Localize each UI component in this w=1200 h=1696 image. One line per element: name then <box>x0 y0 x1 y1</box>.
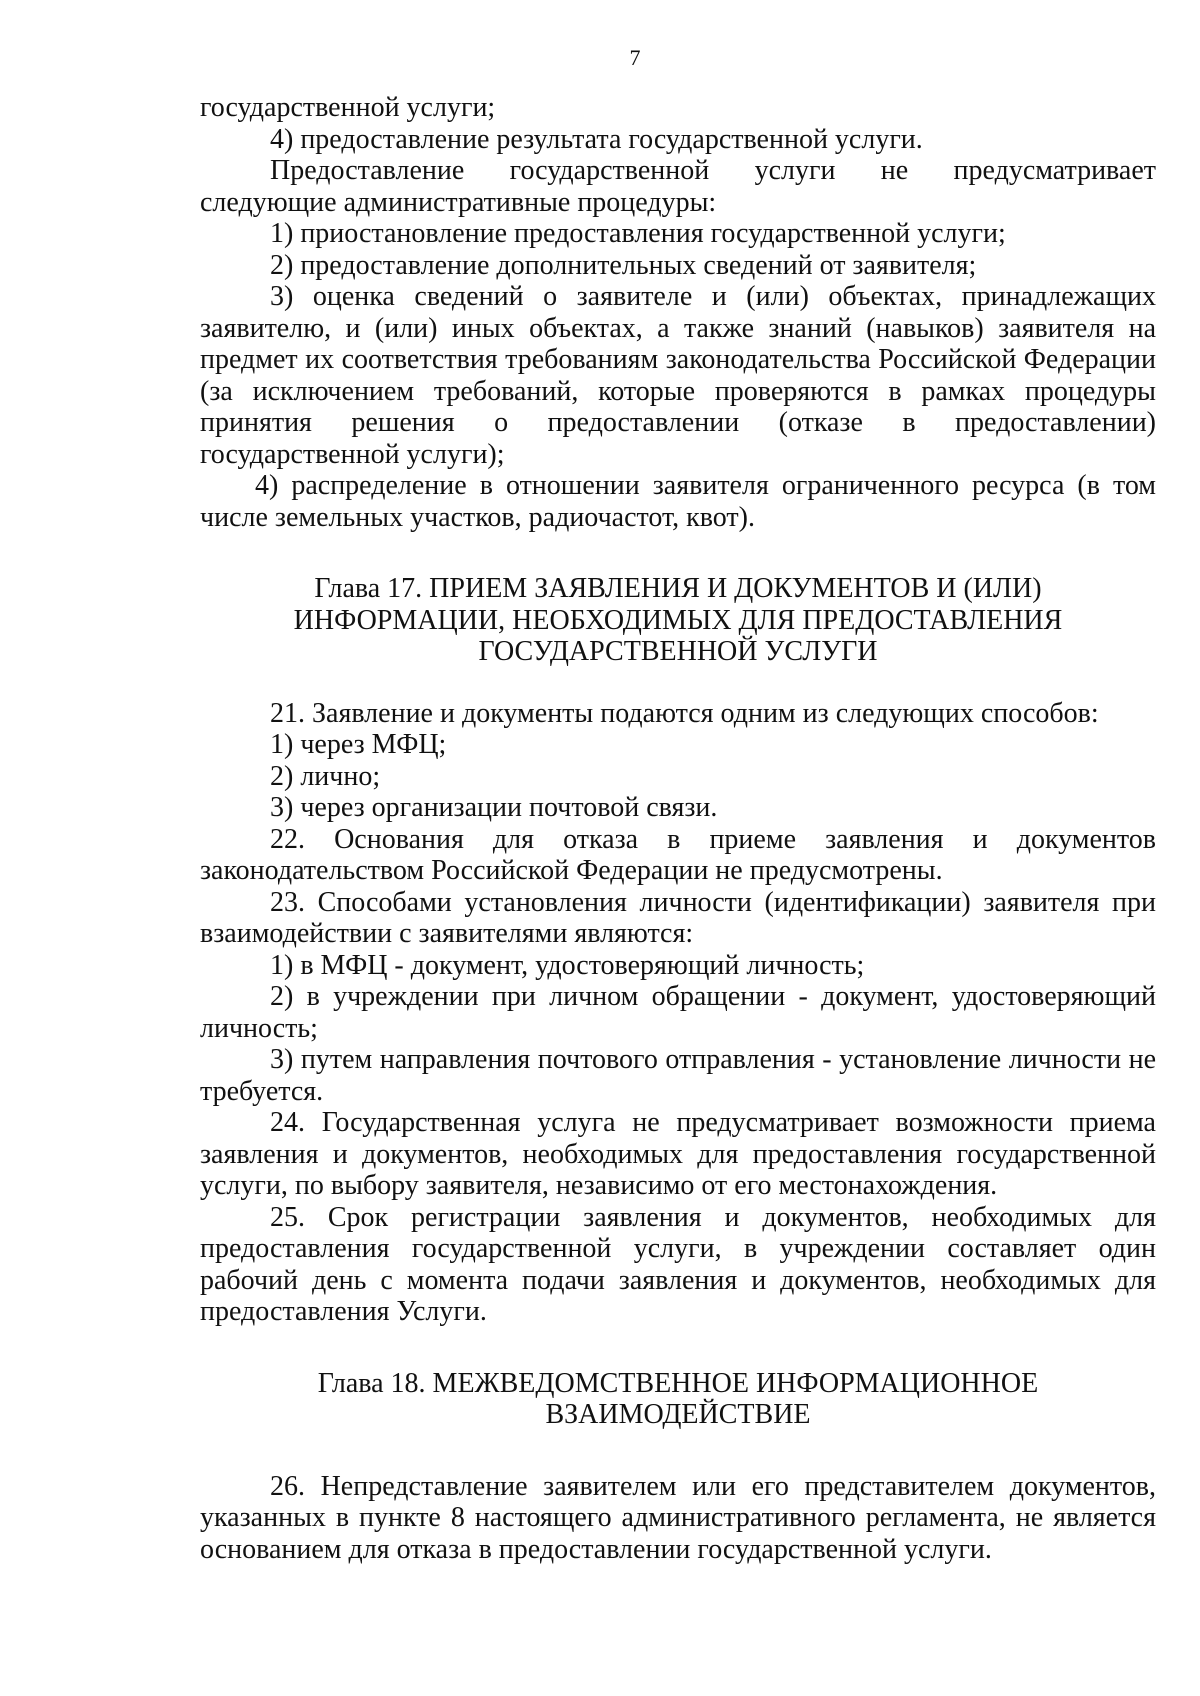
chapter-heading-line: ИНФОРМАЦИИ, НЕОБХОДИМЫХ ДЛЯ ПРЕДОСТАВЛЕНИЯ <box>293 604 1063 636</box>
paragraph-item: 2) предоставление дополнительных сведений от заявителя; <box>270 249 977 281</box>
paragraph-item: 2) лично; <box>270 760 381 792</box>
page-number: 7 <box>629 45 641 70</box>
chapter-heading-line: ВЗАИМОДЕЙСТВИЕ <box>545 1399 811 1430</box>
paragraph-item: 3) через организации почтовой связи. <box>270 792 718 823</box>
chapter-18-heading <box>200 1368 1156 1431</box>
paragraph-25: 25. Срок регистрации заявления и документов, необходимых для предоставления государственной услуги, в учреждении составляет один рабочий день с момента подачи заявления и документов, необходимых для предоставления Услуги. <box>200 1201 1156 1327</box>
chapter-17-heading <box>200 573 1156 668</box>
chapter-heading-line: Глава 18. МЕЖВЕДОМСТВЕННОЕ ИНФОРМАЦИОННОЕ <box>317 1367 1039 1399</box>
paragraph-item: 1) в МФЦ - документ, удостоверяющий личность; <box>270 949 865 981</box>
chapter-heading-line: ГОСУДАРСТВЕННОЙ УСЛУГИ <box>478 636 878 667</box>
paragraph-item: 3) путем направления почтового отправления - установление личности не требуется. <box>200 1044 1156 1107</box>
paragraph-item: 2) в учреждении при личном обращении - документ, удостоверяющий личность; <box>200 981 1156 1044</box>
document-body <box>200 92 1156 1565</box>
paragraph-24: 24. Государственная услуга не предусматривает возможности приема заявления и документов, необходимых для предоставления государственной услуги, по выбору заявителя, независимо от его местонахождения. <box>200 1107 1156 1201</box>
chapter-heading-line: Глава 17. ПРИЕМ ЗАЯВЛЕНИЯ И ДОКУМЕНТОВ И (ИЛИ) <box>314 573 1042 604</box>
paragraph-21: 21. Заявление и документы подаются одним из следующих способов: <box>270 697 1099 729</box>
paragraph-continuation: государственной услуги; <box>200 92 496 123</box>
paragraph-22: 22. Основания для отказа в приеме заявления и документов законодательством Российской Федерации не предусмотрены. <box>200 823 1156 886</box>
paragraph-23: 23. Способами установления личности (идентификации) заявителя при взаимодействии с заявителями являются: <box>200 886 1156 949</box>
paragraph-item: 4) предоставление результата государственной услуги. <box>270 123 923 155</box>
paragraph-item: 3) оценка сведений о заявителе и (или) объектах, принадлежащих заявителю, и (или) иных объектах, а также знаний (навыков) заявителя на предмет их соответствия требованиям законодательства Российской Федерации (за исключением требований, которые проверяются в рамках процедуры принятия решения о предоставлении (отказе в предоставлении) государственной услуги); <box>200 281 1156 470</box>
paragraph-intro-cont: следующие административные процедуры: <box>200 186 717 218</box>
paragraph-intro: Предоставление государственной услуги не предусматривает <box>270 155 1156 186</box>
paragraph-item: 4) распределение в отношении заявителя ограниченного ресурса (в том числе земельных участков, радиочастот, квот). <box>200 470 1156 533</box>
paragraph-item: 1) через МФЦ; <box>270 729 447 760</box>
paragraph-item: 1) приостановление предоставления государственной услуги; <box>270 218 1006 249</box>
paragraph-26: 26. Непредставление заявителем или его представителем документов, указанных в пункте 8 настоящего административного регламента, не является основанием для отказа в предоставлении государственной услуги. <box>200 1470 1156 1565</box>
